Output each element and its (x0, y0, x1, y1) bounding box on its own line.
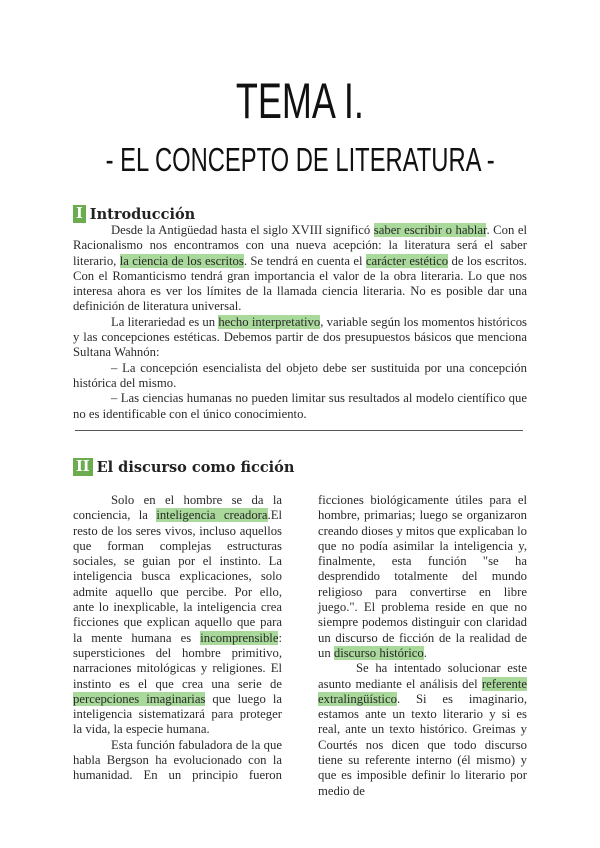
section-heading-text: El discurso como ficción (96, 458, 295, 476)
text-run: . Si es imaginario, estamos ante un texto literario y si es real, ante un texto histórico. Greimas y Courtés nos dicen que todo discurso tiene su referente interno (él mismo) y que es imposible definir lo literario por medio de (318, 691, 527, 798)
text-run: Desde la Antigüedad hasta el siglo XVIII significó (111, 223, 374, 237)
text-run: . Con el Racionalismo nos encontramos con una nueva acepción: la literatura será el saber literario, (73, 223, 527, 268)
highlighted-text: incomprensible (200, 630, 279, 645)
paragraph (73, 738, 282, 784)
document-subtitle-text: - EL CONCEPTO DE LITERATURA - (105, 141, 495, 178)
document-title (0, 73, 600, 129)
paragraph (73, 361, 527, 392)
highlighted-text: hecho interpretativo (218, 314, 321, 329)
intro-text (73, 223, 527, 422)
highlighted-text: percepciones imaginarias (73, 691, 206, 706)
left-column-text (73, 493, 282, 784)
highlighted-text: carácter estético (365, 253, 449, 268)
paragraph (73, 315, 527, 361)
paragraph (73, 391, 527, 422)
section-heading-introduccion (73, 205, 195, 223)
text-run: Esta función fabuladora de la que habla Bergson ha evolucionado con la humanidad. En un principio fueron (73, 737, 282, 783)
section-heading-discurso (73, 458, 294, 476)
text-run: , variable según los momentos históricos y las concepciones estéticas. Debemos partir de dos presupuestos básicos que menciona Sultana Wahnón: (73, 314, 527, 360)
text-run: de los escritos. Con el Romanticismo tendrá gran importancia el valor de la obra literaria. Lo que nos interesa ahora es ver los límites de la llamada ciencia literaria. No es posible dar una definición de literatura universal. (73, 253, 527, 314)
text-run: .El resto de los seres vivos, incluso aquellos que forman complejas estructuras sociales, se guian por el instinto. La inteligencia busca explicaciones, solo admite aquello que percibe. Por ello, ante lo inexplicable, la inteligencia crea ficciones que explican aquello que para la mente humana es (73, 508, 282, 645)
highlighted-text: la ciencia de los escritos (119, 253, 244, 268)
paragraph (318, 493, 527, 661)
section-divider (75, 430, 523, 431)
paragraph (318, 661, 527, 799)
section-heading-text: Introducción (89, 205, 196, 223)
text-run: . (423, 645, 427, 660)
highlighted-text: inteligencia creadora (156, 508, 268, 523)
right-column-text (318, 493, 527, 799)
section-number-badge: I (73, 205, 86, 223)
paragraph (73, 223, 527, 315)
text-run: – La concepción esencialista del objeto debe ser sustituida por una concepción histórica del mismo. (73, 360, 527, 390)
document-subtitle (0, 142, 600, 178)
document-title-text: TEMA I. (235, 73, 365, 129)
highlighted-text: discurso histórico (333, 645, 424, 660)
text-run: Se ha intentado solucionar este asunto mediante el análisis del (318, 661, 527, 691)
text-run: – Las ciencias humanas no pueden limitar sus resultados al modelo científico que no es identificable con el único conocimiento. (73, 391, 527, 421)
text-run: Solo en el hombre se da la conciencia, la (73, 493, 282, 523)
text-run: que luego la inteligencia sistematizará para proteger la vida, la especie humana. (73, 691, 282, 737)
text-run: . Se tendrá en cuenta el (243, 253, 366, 268)
text-run: ficciones biológicamente útiles para el hombre, primarias; luego se organizaron creando dioses y mitos que explicaban lo que no podía asimilar la inteligencia y, finalmente, esta función "se ha desprendido totalmente del mundo religioso para convertirse en libre juego.". El problema reside en que no siempre podemos distinguir con claridad un discurso de ficción de la realidad de un (318, 493, 527, 660)
highlighted-text: saber escribir o hablar (373, 223, 487, 237)
highlighted-text: referente extralingüístico (318, 676, 527, 706)
section-number-badge: II (73, 458, 93, 476)
text-run: La literariedad es un (111, 314, 219, 329)
text-run: : supersticiones del hombre primitivo, narraciones mitológicas y religiones. El instinto es el que crea una serie de (73, 630, 282, 691)
paragraph (73, 493, 282, 738)
